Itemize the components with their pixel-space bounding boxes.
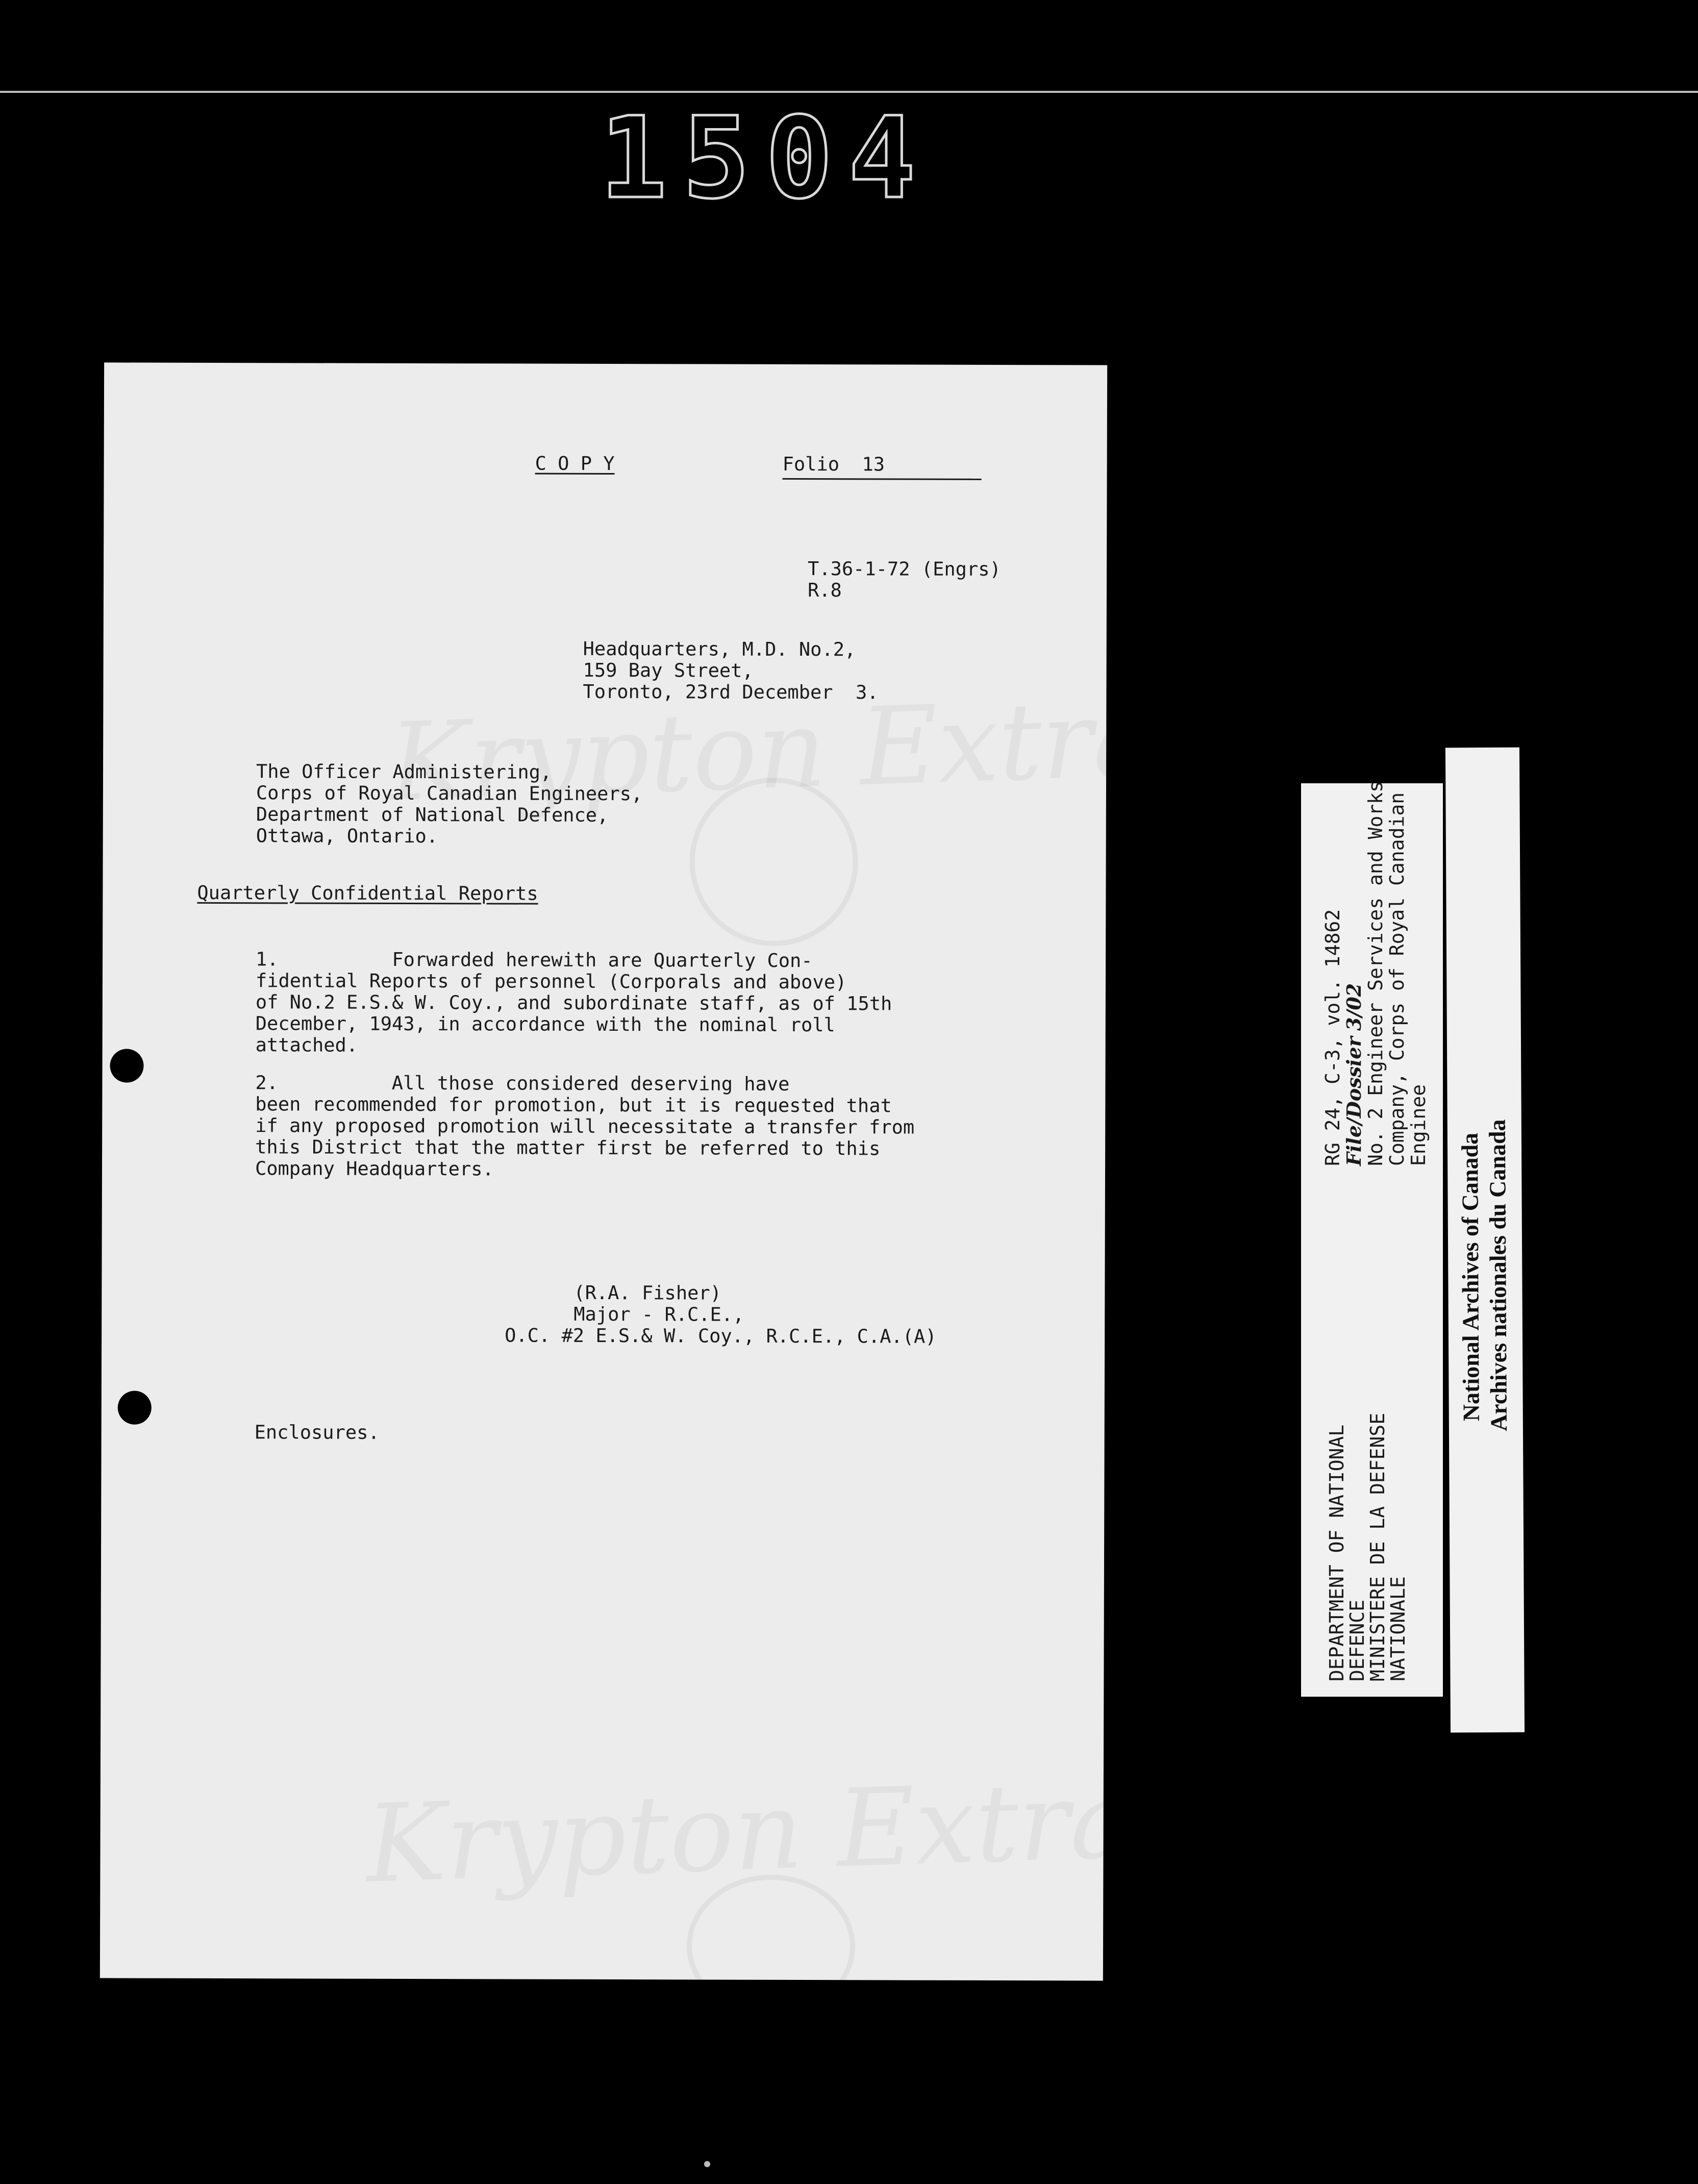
file-reference: T.36-1-72 (Engrs) <box>808 558 1001 581</box>
frame-number: 1504 <box>600 93 931 224</box>
archives-name-french: Archives nationales du Canada <box>1484 1119 1512 1431</box>
paragraph-line: of No.2 E.S.& W. Coy., and subordinate staff, as of 15th <box>255 991 892 1015</box>
paragraph-line: 1. Forwarded herewith are Quarterly Con- <box>256 948 813 972</box>
paragraph-line: fidential Reports of personnel (Corporals and above) <box>255 970 847 994</box>
enclosures-note: Enclosures. <box>254 1421 380 1444</box>
file-reference-2: R.8 <box>807 579 842 602</box>
sender-line: Toronto, 23rd December 3. <box>583 680 879 704</box>
sender-line: Headquarters, M.D. No.2, <box>583 637 856 661</box>
punch-hole-lower <box>118 1391 152 1425</box>
recipient-line: Department of National Defence, <box>256 803 609 827</box>
department-line: DEPARTMENT OF NATIONAL <box>1326 1424 1348 1681</box>
paragraph-line: this District that the matter first be referred to this <box>255 1136 881 1160</box>
archive-description-line: Enginee <box>1407 1084 1430 1166</box>
watermark-bottom <box>364 1744 1539 1907</box>
signature-rank: Major - R.C.E., <box>573 1303 744 1326</box>
folio-number: Folio 13 <box>782 453 885 476</box>
copy-mark: C O P Y <box>535 452 615 475</box>
archive-file-number: 3/02 <box>1342 983 1365 1031</box>
film-speck <box>704 2161 710 2167</box>
archive-description-line: No. 2 Engineer Services and Works <box>1364 781 1387 1166</box>
paragraph-line: 2. All those considered deserving have <box>255 1072 790 1095</box>
archive-description-line: Company, Corps of Royal Canadian <box>1386 792 1408 1166</box>
folio-underline <box>783 478 982 480</box>
archive-catalog-label <box>1301 783 1443 1697</box>
national-archives-label <box>1445 748 1525 1733</box>
paragraph-line: Company Headquarters. <box>255 1157 494 1180</box>
punch-hole-upper <box>110 1049 143 1082</box>
archives-name-english: National Archives of Canada <box>1456 1132 1484 1422</box>
recipient-line: The Officer Administering, <box>256 760 552 783</box>
department-line: DEFENCE <box>1346 1599 1368 1681</box>
archive-reference: RG 24, C-3, vol. 14862 <box>1321 909 1344 1166</box>
recipient-line: Ottawa, Ontario. <box>256 825 438 848</box>
recipient-line: Corps of Royal Canadian Engineers, <box>256 782 643 805</box>
signature-name: (R.A. Fisher) <box>573 1281 722 1304</box>
department-line: NATIONALE <box>1387 1576 1409 1681</box>
subject-heading: Quarterly Confidential Reports <box>197 881 538 905</box>
watermark-seal-bottom <box>687 1874 856 2018</box>
watermark-seal-top <box>689 777 858 946</box>
sender-line: 159 Bay Street, <box>583 659 754 682</box>
paragraph-line: been recommended for promotion, but it is requested that <box>255 1093 892 1117</box>
department-line: MINISTERE DE LA DEFENSE <box>1366 1412 1389 1681</box>
paragraph-line: if any proposed promotion will necessitate a transfer from <box>255 1114 915 1138</box>
paragraph-line: attached. <box>255 1034 358 1056</box>
archive-file-prefix: File/Dossier <box>1342 1036 1365 1166</box>
paragraph-line: December, 1943, in accordance with the nominal roll <box>255 1012 835 1036</box>
signature-unit: O.C. #2 E.S.& W. Coy., R.C.E., C.A.(A) <box>505 1324 937 1348</box>
letter-page <box>100 362 1107 1980</box>
